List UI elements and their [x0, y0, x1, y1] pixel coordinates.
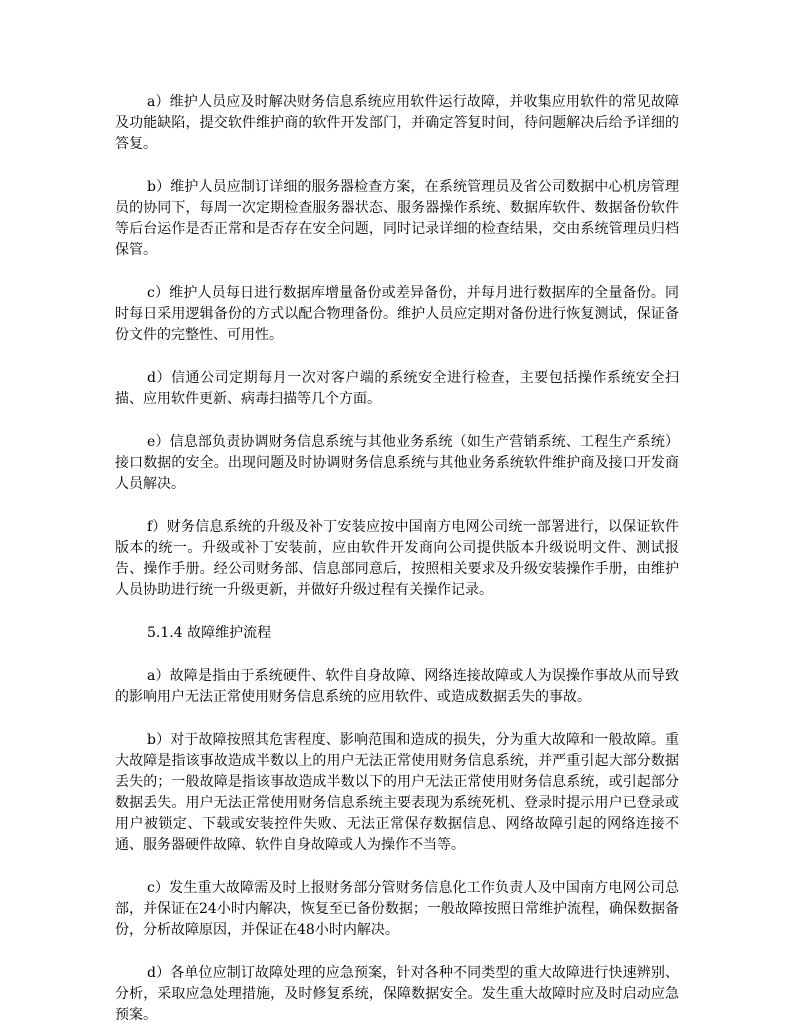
- paragraph-a-fault-definition: a）故障是指由于系统硬件、软件自身故障、网络连接故障或人为误操作事故从而导致的影响用户无法正常使用财务信息系统的应用软件、或造成数据丢失的事故。: [115, 668, 679, 705]
- paragraph-d-emergency-plan: d）各单位应制订故障处理的应急预案，针对各种不同类型的重大故障进行快速辨别、分析，采取应急处理措施，及时修复系统，保障数据安全。发生重大故障时应及时启动应急预案。: [115, 965, 679, 1023]
- paragraph-e-interface-data: e）信息部负责协调财务信息系统与其他业务系统（如生产营销系统、工程生产系统）接口数据的安全。出现问题及时协调财务信息系统与其他业务系统软件维护商及接口开发商人员解决。: [115, 434, 679, 492]
- section-heading: 5.1.4 故障维护流程: [147, 625, 272, 641]
- paragraph-c-database-backup: c）维护人员每日进行数据库增量备份或差异备份，并每月进行数据库的全量备份。同时每日采用逻辑备份的方式以配合物理备份。维护人员应定期对备份进行恢复测试，保证备份文件的完整性、可用性。: [115, 285, 679, 343]
- paragraph-c-fault-reporting: c）发生重大故障需及时上报财务部分管财务信息化工作负责人及中国南方电网公司总部，并保证在24小时内解决，恢复至已备份数据；一般故障按照日常维护流程，确保数据备份，分析故障原因，并保证在48小时内解决。: [115, 880, 679, 938]
- paragraph-d-client-security: d）信通公司定期每月一次对客户端的系统安全进行检查，主要包括操作系统安全扫描、应用软件更新、病毒扫描等几个方面。: [115, 370, 679, 407]
- paragraph-b-fault-classification: b）对于故障按照其危害程度、影响范围和造成的损失，分为重大故障和一般故障。重大故障是指该事故造成半数以上的用户无法正常使用财务信息系统，并严重引起大部分数据丢失的；一般故障是指该事故造成半数以下的用户无法正常使用财务信息系统，或引起部分数据丢失。用户无法正常使用财务信息系统主要表现为系统死机、登录时提示用户已登录或用户被锁定、下载或安装控件失败、无法正常保存数据信息、网络故障引起的网络连接不通、服务器硬件故障、软件自身故障或人为操作不当等。: [115, 732, 679, 853]
- paragraph-b-server-inspection: b）维护人员应制订详细的服务器检查方案，在系统管理员及省公司数据中心机房管理员的协同下，每周一次定期检查服务器状态、服务器操作系统、数据库软件、数据备份软件等后台运作是否正常和是否存在安全问题，同时记录详细的检查结果，交由系统管理员归档保管。: [115, 179, 679, 258]
- paragraph-f-upgrade-patch: f）财务信息系统的升级及补丁安装应按中国南方电网公司统一部署进行，以保证软件版本的统一。升级或补丁安装前，应由软件开发商向公司提供版本升级说明文件、测试报告、操作手册。经公司财务部、信息部同意后，按照相关要求及升级安装操作手册，由维护人员协助进行统一升级更新，并做好升级过程有关操作记录。: [115, 519, 679, 598]
- paragraph-a-software-faults: a）维护人员应及时解决财务信息系统应用软件运行故障，并收集应用软件的常见故障及功能缺陷，提交软件维护商的软件开发部门，并确定答复时间，待问题解决后给予详细的答复。: [115, 94, 679, 152]
